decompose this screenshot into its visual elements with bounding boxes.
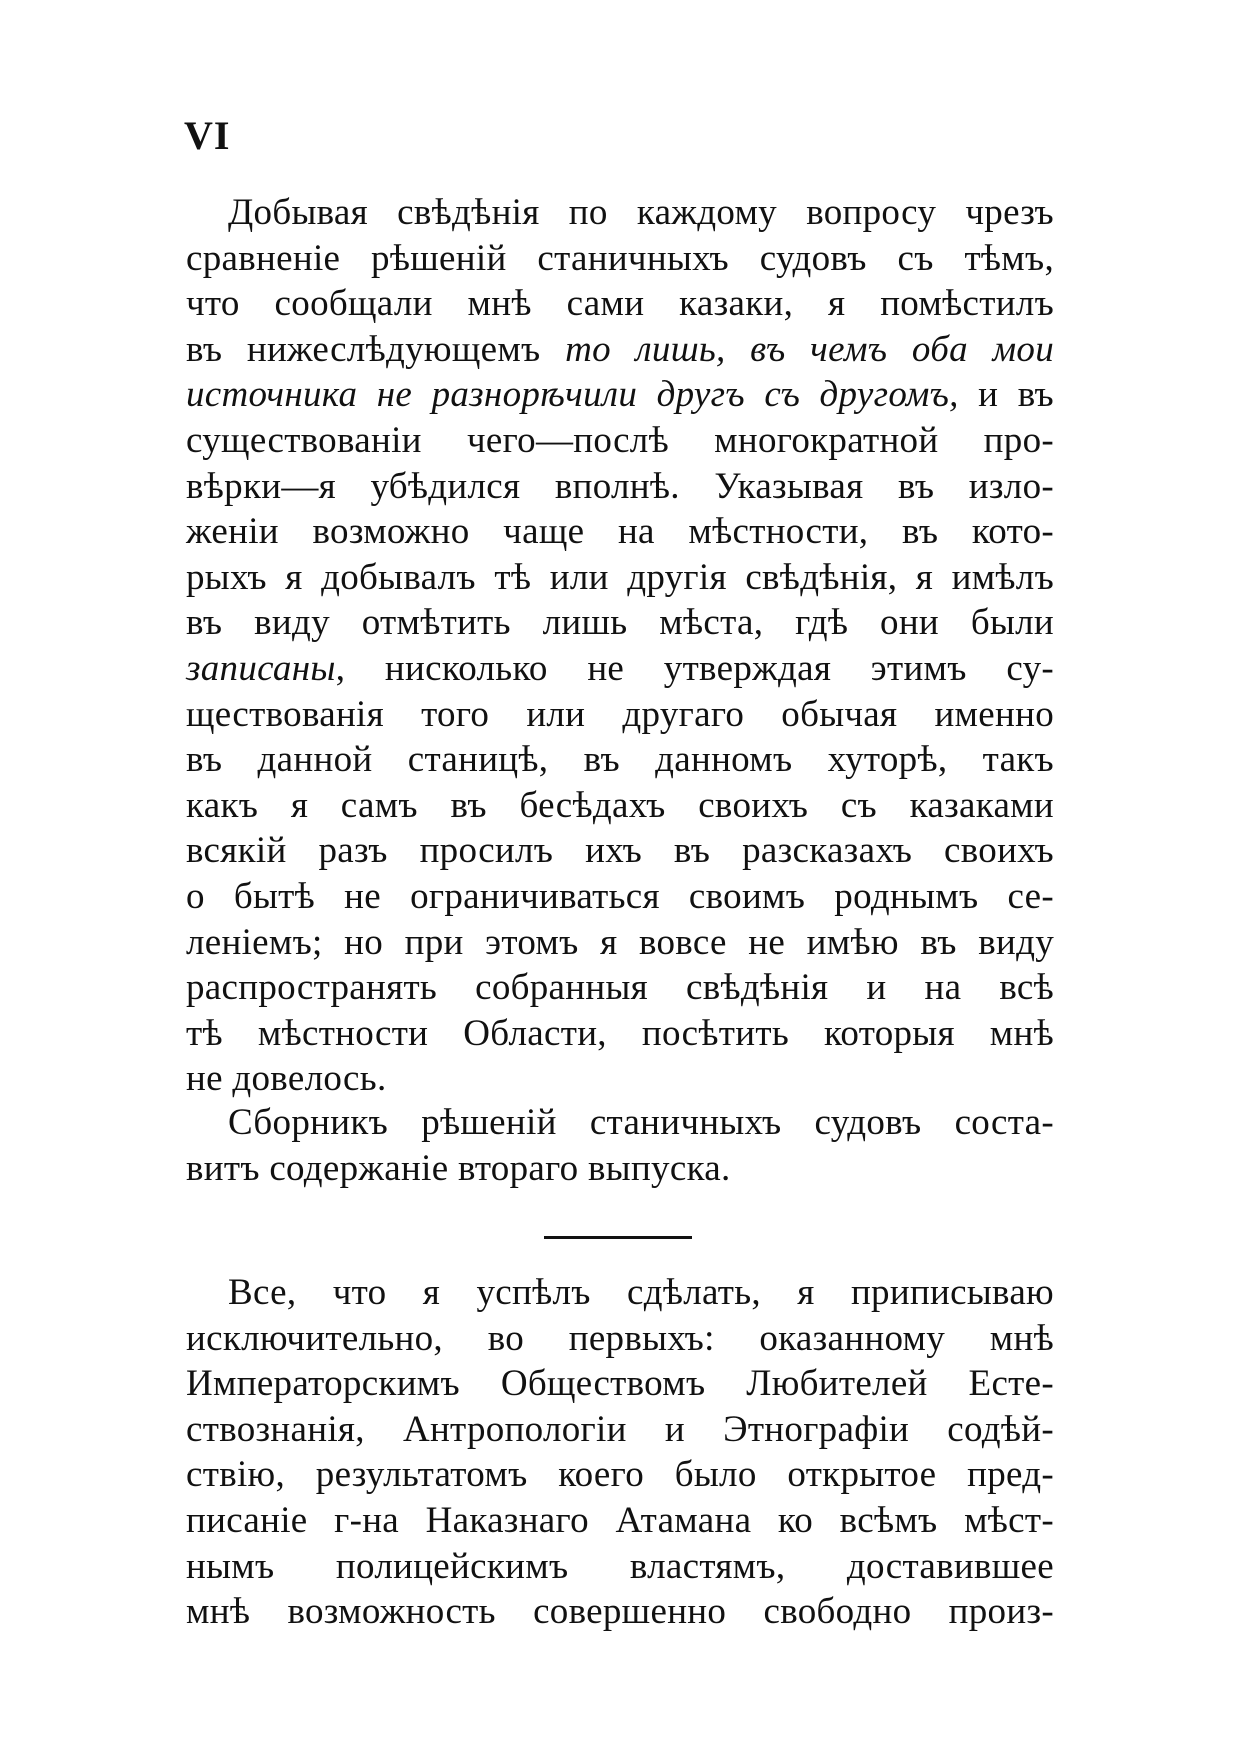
text-line: въ виду отмѣтить лишь мѣста, гдѣ они были	[186, 602, 1054, 644]
text-line: о бытѣ не ограничиваться своимъ роднымъ се-	[186, 875, 1054, 917]
text-segment: , нисколько не утверждая этимъ су-	[335, 647, 1054, 689]
text-line: мнѣ возможность совершенно свободно произ-	[186, 1591, 1054, 1633]
text-line: рыхъ я добывалъ тѣ или другія свѣдѣнія, я имѣлъ	[186, 556, 1054, 598]
text-line	[186, 372, 1054, 418]
text-segment: и въ	[958, 374, 1054, 416]
text-line: Сборникъ рѣшеній станичныхъ судовъ соста-	[228, 1102, 1054, 1143]
text-line: ствознанія, Антропологіи и Этнографіи содѣй-	[186, 1408, 1054, 1450]
paragraph-2	[186, 1100, 1054, 1191]
section-divider	[544, 1236, 692, 1239]
text-line: сравненіе рѣшеній станичныхъ судовъ съ тѣмъ,	[186, 237, 1054, 279]
text-line: исключительно, во первыхъ: оказанному мнѣ	[186, 1317, 1054, 1359]
italic-text-segment: то лишь, въ чемъ оба мои	[565, 328, 1054, 370]
text-line: тѣ мѣстности Области, посѣтить которыя мнѣ	[186, 1012, 1054, 1054]
text-line: витъ содержаніе втораго выпуска.	[186, 1147, 731, 1189]
text-line: Все, что я успѣлъ сдѣлать, я приписываю	[228, 1272, 1054, 1313]
text-line: какъ я самъ въ бесѣдахъ своихъ съ казаками	[186, 784, 1054, 826]
text-line: вѣрки—я убѣдился вполнѣ. Указывая въ изло-	[186, 465, 1054, 507]
paragraph-3	[186, 1270, 1054, 1635]
text-segment: въ нижеслѣдующемъ	[186, 328, 566, 370]
text-line: леніемъ; но при этомъ я вовсе не имѣю въ виду	[186, 921, 1054, 963]
text-line: всякій разъ просилъ ихъ въ разсказахъ своихъ	[186, 830, 1054, 872]
text-line: не довелось.	[186, 1058, 387, 1100]
text-line: нымъ полицейскимъ властямъ, доставившее	[186, 1545, 1054, 1587]
paragraph-1	[186, 190, 1054, 1102]
text-line: женіи возможно чаще на мѣстности, въ кото-	[186, 511, 1054, 553]
text-line: ществованія того или другаго обычая именно	[186, 693, 1054, 735]
text-line: что сообщали мнѣ сами казаки, я помѣстилъ	[186, 283, 1054, 325]
text-line: Добывая свѣдѣнія по каждому вопросу чрезъ	[228, 192, 1054, 233]
text-line: существованіи чего—послѣ многократной про-	[186, 419, 1054, 461]
text-line: распространять собранныя свѣдѣнія и на всѣ	[186, 967, 1054, 1009]
text-line: писаніе г-на Наказнаго Атамана ко всѣмъ мѣст-	[186, 1499, 1054, 1541]
page-number: VI	[184, 113, 231, 158]
text-line: въ данной станицѣ, въ данномъ хуторѣ, такъ	[186, 739, 1054, 781]
text-line: ствію, результатомъ коего было открытое пред-	[186, 1454, 1054, 1496]
italic-text-segment: записаны	[186, 647, 336, 689]
text-line	[186, 327, 1054, 373]
text-line: Императорскимъ Обществомъ Любителей Есте-	[186, 1363, 1054, 1405]
text-line	[186, 646, 1054, 692]
italic-text-segment: источника не разнорѣчили другъ съ другомъ,	[186, 374, 959, 416]
